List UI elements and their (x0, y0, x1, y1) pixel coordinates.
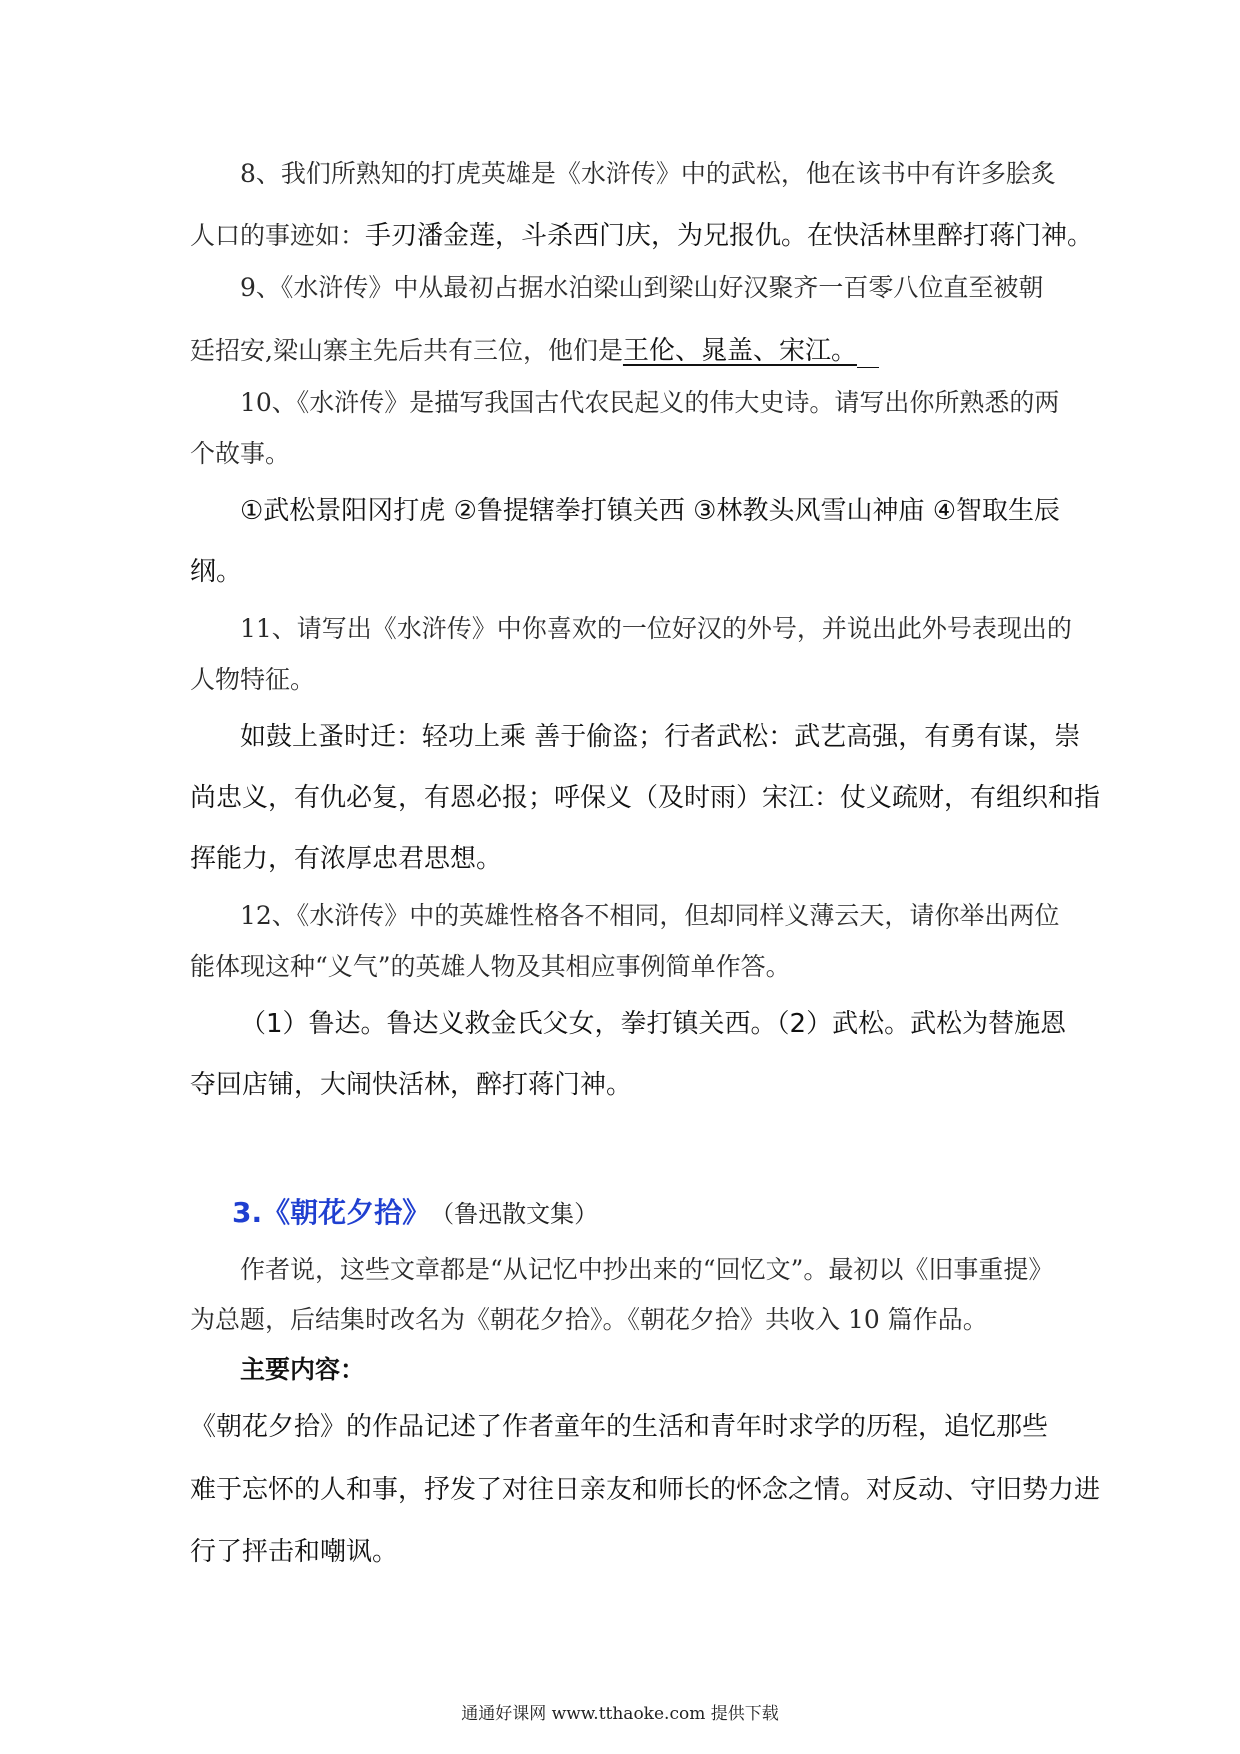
q12-answer-line1: （1）鲁达。鲁达义救金氏父女，拳打镇关西。（2）武松。武松为替施恩 (240, 1009, 1067, 1039)
q11-answer-line3: 挥能力，有浓厚忠君思想。 (190, 844, 503, 874)
section-subtitle: （鲁迅散文集） (442, 1200, 599, 1228)
q8-line2 (190, 219, 1094, 253)
q8-question-line2: 人口的事迹如： (190, 221, 366, 250)
page-footer: 通通好课网 www.tthaoke.com 提供下载 (461, 1704, 779, 1724)
q10-answer-line1: ①武松景阳冈打虎 ②鲁提辖拳打镇关西 ③林教头风雪山神庙 ④智取生辰 (240, 496, 1061, 526)
q11-question-line2: 人物特征。 (190, 665, 316, 694)
q8-question-line1: 8、我们所熟知的打虎英雄是《水浒传》中的武松，他在该书中有许多脍炙 (240, 159, 1056, 188)
q9-line2 (190, 334, 1070, 368)
main-content-line1: 《朝花夕拾》的作品记述了作者童年的生活和青年时求学的历程，追忆那些 (190, 1412, 1049, 1442)
q10-question-line1: 10、《水浒传》是描写我国古代农民起义的伟大史诗。请写出你所熟悉的两 (240, 388, 1060, 417)
main-content-line3: 行了抨击和嘲讽。 (190, 1537, 399, 1567)
q9-answer: 王伦、晁盖、宋江。 (622, 336, 857, 366)
main-content-line2: 难于忘怀的人和事，抒发了对往日亲友和师长的怀念之情。对反动、守旧势力进 (190, 1475, 1101, 1505)
q11-answer-line1: 如鼓上蚤时迁：轻功上乘 善于偷盗；行者武松：武艺高强，有勇有谋，崇 (240, 722, 1081, 752)
answer-underline (857, 339, 879, 368)
q11-answer-line2: 尚忠义，有仇必复，有恩必报；呼保义（及时雨）宋江：仗义疏财，有组织和指 (190, 783, 1101, 813)
q8-answer: 手刃潘金莲，斗杀西门庆，为兄报仇。在快活林里醉打蒋门神。 (365, 221, 1094, 251)
section-heading (232, 1195, 598, 1235)
section-intro-line1: 作者说，这些文章都是“从记忆中抄出来的“回忆文”。最初以《旧事重提》 (240, 1255, 1054, 1284)
q11-question-line1: 11、请写出《水浒传》中你喜欢的一位好汉的外号，并说出此外号表现出的 (240, 614, 1072, 643)
section-title: 3.《朝花夕拾》 (232, 1196, 431, 1229)
q9-question-line2: 廷招安,梁山寨主先后共有三位，他们是 (190, 336, 623, 365)
q9-question-line1: 9、《水浒传》中从最初占据水泊梁山到梁山好汉聚齐一百零八位直至被朝 (240, 273, 1044, 302)
q12-answer-line2: 夺回店铺，大闹快活林，醉打蒋门神。 (190, 1070, 633, 1100)
q10-answer-line2: 纲。 (190, 557, 243, 587)
section-intro-line2: 为总题，后结集时改名为《朝花夕拾》。《朝花夕拾》共收入 10 篇作品。 (190, 1305, 988, 1334)
q12-question-line2: 能体现这种“义气”的英雄人物及其相应事例简单作答。 (190, 952, 791, 981)
q10-question-line2: 个故事。 (190, 439, 291, 468)
q12-question-line1: 12、《水浒传》中的英雄性格各不相同，但却同样义薄云天，请你举出两位 (240, 901, 1060, 930)
main-content-heading: 主要内容： (240, 1355, 366, 1384)
